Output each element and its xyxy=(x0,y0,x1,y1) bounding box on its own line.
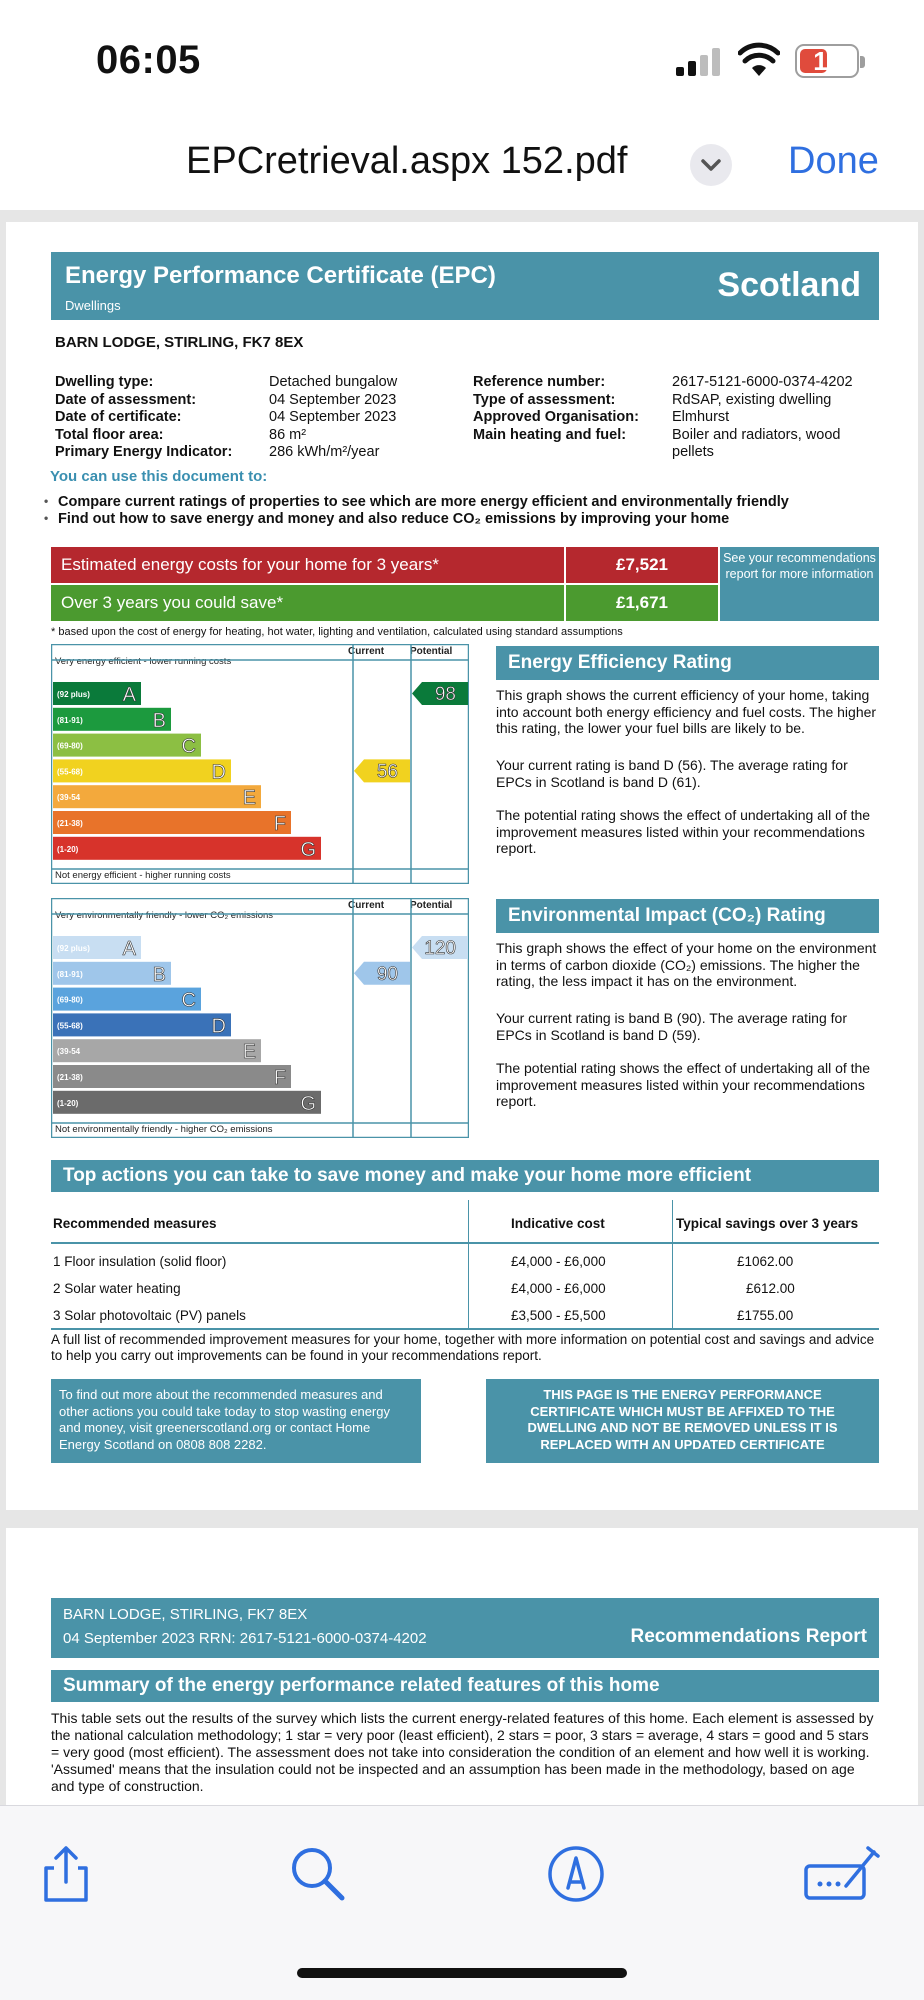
cellular-signal-icon xyxy=(676,46,722,76)
chevron-down-icon xyxy=(690,144,732,186)
rating-band-d xyxy=(53,759,231,783)
band-range: (39-54 xyxy=(57,1047,81,1057)
current-rating-marker-value: 56 xyxy=(376,761,398,783)
band-letter: E xyxy=(242,1041,256,1064)
table-cell: £4,000 - £6,000 xyxy=(511,1254,606,1269)
band-letter: C xyxy=(181,735,196,758)
ei-paragraph: Your current rating is band B (90). The average rating for EPCs in Scotland is band D (59). xyxy=(496,1010,847,1043)
report-rrn: 04 September 2023 RRN: 2617-5121-6000-0374-4202 xyxy=(63,1630,427,1647)
epc-header xyxy=(51,252,879,320)
current-rating-marker-value: 90 xyxy=(376,963,398,985)
table-cell: £3,500 - £5,500 xyxy=(511,1308,606,1323)
full-list-note: A full list of recommended improvement measures for your home, together with more information on potential cost and savings and advice to help you carry out improvements can be found in your recommendations report. xyxy=(51,1332,875,1363)
rating-band-g xyxy=(53,837,321,861)
summary-heading: Summary of the energy performance related features of this home xyxy=(51,1670,879,1702)
meta-right-labels: Reference number: Type of assessment: Approved Organisation: Main heating and fuel: xyxy=(473,374,639,443)
see-recommendations-box: See your recommendations report for more information xyxy=(720,547,879,621)
band-range: (55-68) xyxy=(57,767,83,777)
table-cell: £4,000 - £6,000 xyxy=(511,1281,606,1296)
meta-right-values: 2617-5121-6000-0374-4202 RdSAP, existing dwelling Elmhurst Boiler and radiators, wood pellets xyxy=(672,374,853,460)
chart-top-label: Very energy efficient - lower running costs xyxy=(55,656,232,667)
table-cell: £1755.00 xyxy=(737,1308,794,1323)
rating-band-b xyxy=(53,708,171,732)
rating-band-g xyxy=(53,1091,321,1115)
current-heading: Current xyxy=(348,646,385,657)
cost-footnote: * based upon the cost of energy for heating, hot water, lighting and ventilation, calculated using standard assumptions xyxy=(51,626,623,638)
ee-paragraph: This graph shows the current efficiency of your home, taking into account both energy efficiency and fuel costs. The higher this rating, the lower your fuel bills are likely to be. xyxy=(496,687,877,736)
band-range: (69-80) xyxy=(57,741,83,751)
rating-band-c xyxy=(53,734,201,758)
rating-band-d xyxy=(53,1013,231,1037)
title-menu-button[interactable] xyxy=(690,144,732,186)
potential-heading: Potential xyxy=(410,900,453,911)
pdf-viewer[interactable] xyxy=(0,210,924,1805)
table-cell: 1 Floor insulation (solid floor) xyxy=(53,1254,227,1269)
done-button[interactable]: Done xyxy=(788,140,879,182)
environmental-impact-chart xyxy=(51,898,469,1138)
band-letter: F xyxy=(273,813,286,835)
ee-paragraph: The potential rating shows the effect of undertaking all of the improvement measures listed within your recommendations report. xyxy=(496,807,871,856)
table-cell: 3 Solar photovoltaic (PV) panels xyxy=(53,1308,246,1323)
band-range: (1-20) xyxy=(57,1098,79,1108)
savings-label: Over 3 years you could save* xyxy=(51,585,564,621)
band-range: (39-54 xyxy=(57,793,81,803)
chart-top-label: Very environmentally friendly - lower CO₂ emissions xyxy=(55,910,274,921)
pdf-page-2 xyxy=(6,1528,918,1805)
battery-level: 11 xyxy=(813,46,841,76)
band-range: (21-38) xyxy=(57,819,83,828)
band-range: (1-20) xyxy=(57,844,79,854)
certificate-notice-box: THIS PAGE IS THE ENERGY PERFORMANCE CERTIFICATE WHICH MUST BE AFFIXED TO THE DWELLING AND NOT BE REMOVED UNLESS IT IS REPLACED WITH AN UPDATED CERTIFICATE xyxy=(486,1379,879,1463)
band-letter: G xyxy=(300,838,316,861)
epc-subtitle: Dwellings xyxy=(65,298,121,313)
band-letter: G xyxy=(300,1092,316,1115)
band-range: (55-68) xyxy=(57,1021,83,1031)
table-cell: £612.00 xyxy=(746,1281,795,1296)
rating-band-c xyxy=(53,988,201,1012)
rating-band-b xyxy=(53,962,171,986)
document-title: EPCretrieval.aspx 152.pdf xyxy=(186,140,628,182)
table-header: Indicative cost xyxy=(511,1216,605,1231)
markup-icon[interactable] xyxy=(544,1842,608,1906)
wifi-icon xyxy=(738,42,780,78)
potential-heading: Potential xyxy=(410,646,453,657)
band-range: (21-38) xyxy=(57,1073,83,1082)
epc-title: Energy Performance Certificate (EPC) xyxy=(65,262,496,289)
potential-rating-marker-value: 98 xyxy=(434,684,456,705)
chart-bottom-label: Not environmentally friendly - higher CO₂ emissions xyxy=(55,1124,273,1135)
band-letter: A xyxy=(122,938,136,960)
ee-heading: Energy Efficiency Rating xyxy=(496,646,879,680)
chart-frame xyxy=(51,644,469,884)
ei-heading: Environmental Impact (CO₂) Rating xyxy=(496,899,879,933)
chart-bottom-label: Not energy efficient - higher running costs xyxy=(55,870,231,881)
band-range: (81-91) xyxy=(57,715,83,725)
signature-icon[interactable] xyxy=(804,1842,880,1906)
band-letter: C xyxy=(181,989,196,1012)
band-letter: B xyxy=(152,963,166,986)
current-heading: Current xyxy=(348,900,385,911)
potential-rating-marker-value: 120 xyxy=(424,938,456,959)
band-letter: D xyxy=(211,761,226,784)
energy-efficiency-chart xyxy=(51,644,469,884)
current-rating-marker xyxy=(354,962,410,985)
status-bar xyxy=(0,0,924,120)
report-title: Recommendations Report xyxy=(630,1626,867,1647)
report-header xyxy=(51,1598,879,1658)
rating-band-f xyxy=(53,1065,291,1089)
rating-band-a xyxy=(53,682,141,706)
table-cell: 2 Solar water heating xyxy=(53,1281,181,1296)
table-cell: £1062.00 xyxy=(737,1254,794,1269)
top-actions-heading: Top actions you can take to save money and make your home more efficient xyxy=(51,1160,879,1192)
home-indicator xyxy=(297,1968,627,1978)
band-letter: F xyxy=(273,1067,286,1089)
epc-region: Scotland xyxy=(717,266,861,304)
band-range: (92 plus) xyxy=(57,944,90,953)
meta-left-labels: Dwelling type: Date of assessment: Date of certificate: Total floor area: Primary Energy Indicator: xyxy=(55,374,233,460)
savings-value: £1,671 xyxy=(566,585,718,621)
property-address: BARN LODGE, STIRLING, FK7 8EX xyxy=(55,334,304,351)
pdf-page-1 xyxy=(6,222,918,1510)
rating-band-e xyxy=(53,785,261,809)
potential-rating-marker xyxy=(412,682,468,705)
status-time: 06:05 xyxy=(96,38,201,82)
meta-left-values: Detached bungalow 04 September 2023 04 September 2023 86 m² 286 kWh/m²/year xyxy=(269,374,398,460)
use-heading: You can use this document to: xyxy=(50,468,268,485)
band-range: (81-91) xyxy=(57,969,83,979)
use-item: • Compare current ratings of properties to see which are more energy efficient and environmentally friendly xyxy=(58,494,789,510)
battery-icon xyxy=(795,44,859,78)
summary-text: This table sets out the results of the survey which lists the current energy-related features of this home. Each element is assessed by the national calculation methodology; 1 star = very poor (least efficient), 2 stars = poor, 3 stars = average, 4 stars = good and 5 stars = very good (most efficient). The assessment does not take into consideration the condition of an element and how well it is working. 'Assumed' means that the insulation could not be inspected and an assumption has been made in the methodology, based on age and type of construction. xyxy=(51,1710,874,1794)
estimated-cost-label: Estimated energy costs for your home for 3 years* xyxy=(51,547,564,583)
share-icon[interactable] xyxy=(34,1842,98,1906)
rating-band-f xyxy=(53,811,291,835)
estimated-cost-value: £7,521 xyxy=(566,547,718,583)
find-out-more-box: To find out more about the recommended measures and other actions you could take today to stop wasting energy and money, visit greenerscotland.org or contact Home Energy Scotland on 0808 808 2282. xyxy=(51,1379,421,1463)
ei-paragraph: This graph shows the effect of your home on the environment in terms of carbon dioxide (CO₂) emissions. The higher the rating, the less impact it has on the environment. xyxy=(496,940,877,989)
band-letter: E xyxy=(242,787,256,810)
search-icon[interactable] xyxy=(286,1842,350,1906)
use-item: • Find out how to save energy and money and also reduce CO₂ emissions by improving your home xyxy=(58,511,729,527)
table-header: Recommended measures xyxy=(53,1216,217,1231)
report-address: BARN LODGE, STIRLING, FK7 8EX xyxy=(63,1606,308,1623)
band-letter: A xyxy=(122,684,136,706)
band-range: (92 plus) xyxy=(57,690,90,699)
chart-frame xyxy=(51,898,469,1138)
current-rating-marker xyxy=(354,759,410,782)
ee-paragraph: Your current rating is band D (56). The average rating for EPCs in Scotland is band D (61). xyxy=(496,757,848,790)
band-letter: B xyxy=(152,709,166,732)
rating-band-a xyxy=(53,936,141,960)
rating-band-e xyxy=(53,1039,261,1063)
table-header: Typical savings over 3 years xyxy=(676,1216,859,1231)
band-range: (69-80) xyxy=(57,995,83,1005)
ei-paragraph: The potential rating shows the effect of undertaking all of the improvement measures listed within your recommendations report. xyxy=(496,1060,871,1109)
band-letter: D xyxy=(211,1015,226,1038)
potential-rating-marker xyxy=(412,936,468,959)
